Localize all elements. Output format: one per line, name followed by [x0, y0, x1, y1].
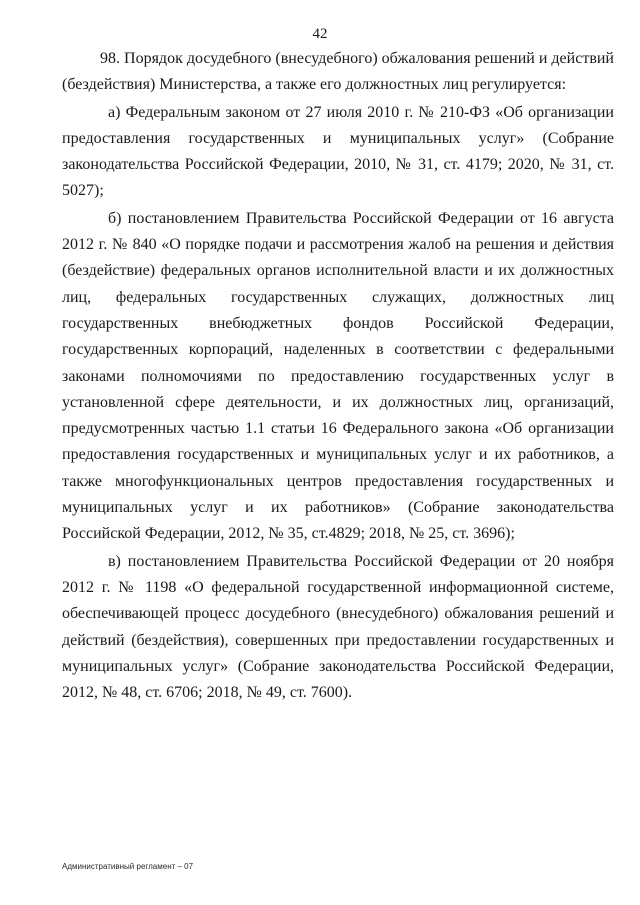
paragraph-v: в) постановлением Правительства Российской Федерации от 20 ноября 2012 г. № 1198 «О федеральной государственной информационной системе, обеспечивающей процесс досудебного (внесудебного) обжалования решений и действий (бездействия), совершенных при предоставлении государственных и муниципальных услуг» (Собрание законодательства Российской Федерации, 2012, № 48, ст. 6706; 2018, № 49, ст. 7600).	[62, 552, 614, 702]
paragraph-a: а) Федеральным законом от 27 июля 2010 г. № 210-ФЗ «Об организации предоставления государственных и муниципальных услуг» (Собрание законодательства Российской Федерации, 2010, № 31, ст. 4179; 2020, № 31, ст. 5027);	[62, 103, 614, 200]
paragraph-98: 98. Порядок досудебного (внесудебного) обжалования решений и действий (бездействия) Министерства, а также его должностных лиц регулируется:	[62, 50, 614, 94]
page-number: 42	[312, 26, 328, 42]
document-body	[62, 46, 614, 707]
paragraph-b: б) постановлением Правительства Российской Федерации от 16 августа 2012 г. № 840 «О порядке подачи и рассмотрения жалоб на решения и действия (бездействие) федеральных органов исполнительной власти и их должностных лиц, федеральных государственных служащих, должностных лиц государственных внебюджетных фондов Российской Федерации, государственных корпораций, наделенных в соответствии с федеральными законами полномочиями по предоставлению государственных услуг в установленной сфере деятельности, и их должностных лиц, организаций, предусмотренных частью 1.1 статьи 16 Федерального закона «Об организации предоставления государственных и муниципальных услуг и их работников, а также многофункциональных центров предоставления государственных и муниципальных услуг и их работников» (Собрание законодательства Российской Федерации, 2012, № 35, ст.4829; 2018, № 25, ст. 3696);	[62, 209, 614, 543]
page-footer: Административный регламент – 07	[62, 862, 194, 871]
